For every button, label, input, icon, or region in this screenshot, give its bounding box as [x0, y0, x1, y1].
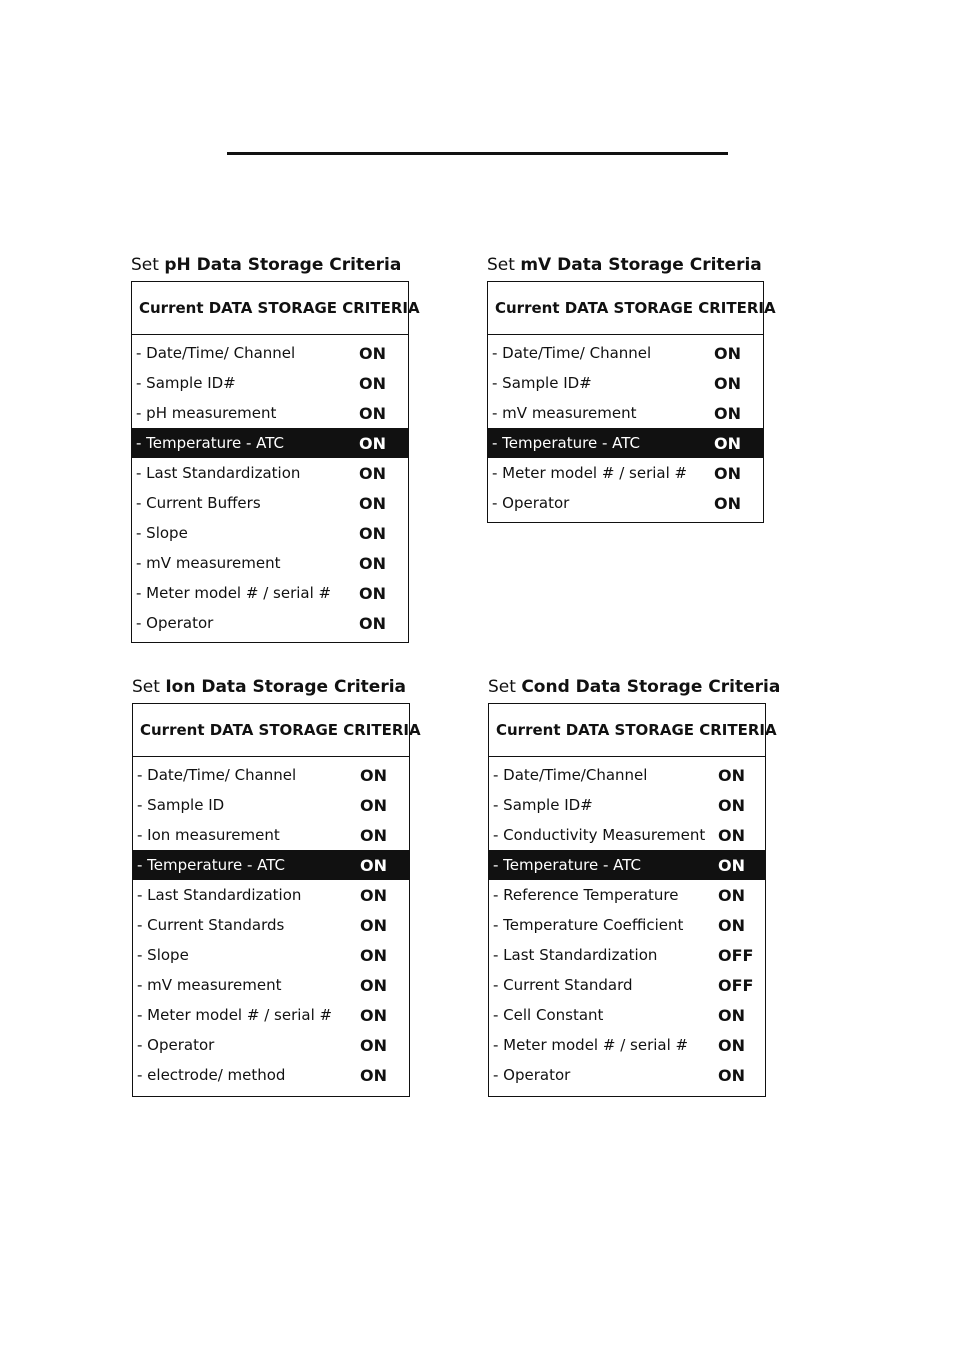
criteria-status: ON [360, 1065, 387, 1085]
criteria-label: - Slope [136, 524, 188, 542]
screen-header: Current DATA STORAGE CRITERIA [488, 282, 763, 335]
criteria-label: - Sample ID# [493, 796, 593, 814]
criteria-row[interactable] [133, 1030, 409, 1060]
criteria-label: - Meter model # / serial # [137, 1006, 333, 1024]
criteria-row[interactable] [133, 1060, 409, 1090]
criteria-status: ON [359, 493, 386, 513]
criteria-label: - Current Standard [493, 976, 633, 994]
criteria-status: ON [359, 373, 386, 393]
criteria-status: ON [360, 885, 387, 905]
criteria-row[interactable] [489, 790, 765, 820]
criteria-status: ON [360, 1005, 387, 1025]
criteria-row[interactable] [133, 970, 409, 1000]
criteria-status: ON [714, 403, 741, 423]
criteria-label: - Sample ID# [492, 374, 592, 392]
criteria-label: - Slope [137, 946, 189, 964]
criteria-row[interactable] [132, 518, 408, 548]
criteria-label: - mV measurement [137, 976, 282, 994]
criteria-row[interactable] [489, 1060, 765, 1090]
criteria-status: ON [714, 493, 741, 513]
criteria-status: OFF [718, 945, 754, 965]
criteria-row[interactable] [132, 368, 408, 398]
criteria-status: ON [714, 463, 741, 483]
criteria-label: - Current Standards [137, 916, 285, 934]
criteria-status: ON [359, 343, 386, 363]
criteria-row[interactable] [489, 760, 765, 790]
caption-title: mV Data Storage Criteria [520, 255, 762, 275]
criteria-status: ON [718, 795, 745, 815]
criteria-status: ON [360, 795, 387, 815]
criteria-label: - Date/Time/ Channel [492, 344, 652, 362]
criteria-status: ON [718, 915, 745, 935]
criteria-row[interactable] [489, 850, 765, 880]
criteria-screen [132, 703, 421, 1097]
criteria-row[interactable] [488, 458, 763, 488]
criteria-row[interactable] [489, 820, 765, 850]
criteria-label: - Temperature - ATC [136, 434, 285, 452]
criteria-status: ON [714, 433, 741, 453]
criteria-status: ON [360, 945, 387, 965]
criteria-label: - Temperature - ATC [493, 856, 642, 874]
criteria-label: - pH measurement [136, 404, 277, 422]
criteria-status: ON [359, 613, 386, 633]
criteria-status: ON [360, 825, 387, 845]
criteria-label: - Date/Time/ Channel [136, 344, 296, 362]
criteria-label: - Last Standardization [137, 886, 302, 904]
criteria-label: - Temperature Coefficient [493, 916, 684, 934]
criteria-status: ON [360, 765, 387, 785]
criteria-row[interactable] [489, 1000, 765, 1030]
criteria-label: - Current Buffers [136, 494, 261, 512]
criteria-row[interactable] [132, 548, 408, 578]
criteria-row[interactable] [132, 338, 408, 368]
caption-title: Cond Data Storage Criteria [521, 677, 781, 697]
criteria-label: - Date/Time/Channel [493, 766, 648, 784]
caption-prefix: Set [488, 677, 516, 697]
criteria-status: ON [714, 373, 741, 393]
criteria-row[interactable] [133, 940, 409, 970]
caption-prefix: Set [487, 255, 515, 275]
criteria-label: - Meter model # / serial # [136, 584, 332, 602]
criteria-screen [487, 281, 776, 523]
criteria-label: - Operator [136, 614, 214, 632]
screen-header: Current DATA STORAGE CRITERIA [489, 704, 765, 757]
panel-caption [132, 677, 406, 697]
criteria-status: ON [360, 855, 387, 875]
criteria-label: - Last Standardization [493, 946, 658, 964]
criteria-list [132, 335, 408, 638]
criteria-label: - Operator [137, 1036, 215, 1054]
caption-prefix: Set [131, 255, 159, 275]
criteria-status: ON [718, 855, 745, 875]
criteria-label: - Operator [493, 1066, 571, 1084]
criteria-row[interactable] [488, 398, 763, 428]
criteria-label: - Operator [492, 494, 570, 512]
criteria-list [488, 335, 763, 518]
screen-header: Current DATA STORAGE CRITERIA [133, 704, 409, 757]
criteria-status: ON [718, 1005, 745, 1025]
criteria-list [133, 757, 409, 1090]
criteria-status: ON [718, 825, 745, 845]
criteria-status: ON [359, 523, 386, 543]
criteria-status: ON [360, 975, 387, 995]
criteria-label: - Cell Constant [493, 1006, 604, 1024]
criteria-label: - Ion measurement [137, 826, 280, 844]
criteria-row[interactable] [132, 488, 408, 518]
criteria-status: ON [718, 765, 745, 785]
screen-header: Current DATA STORAGE CRITERIA [132, 282, 408, 335]
criteria-status: ON [359, 583, 386, 603]
criteria-label: - Sample ID# [136, 374, 236, 392]
criteria-status: ON [360, 915, 387, 935]
criteria-label: - Meter model # / serial # [492, 464, 688, 482]
criteria-status: ON [359, 433, 386, 453]
criteria-screen [488, 703, 777, 1097]
criteria-status: ON [359, 463, 386, 483]
caption-prefix: Set [132, 677, 160, 697]
criteria-status: ON [359, 553, 386, 573]
criteria-row[interactable] [489, 880, 765, 910]
criteria-row[interactable] [489, 940, 765, 970]
criteria-label: - mV measurement [136, 554, 281, 572]
criteria-row[interactable] [488, 488, 763, 518]
criteria-row[interactable] [132, 578, 408, 608]
panel-caption [487, 255, 762, 275]
criteria-row[interactable] [132, 458, 408, 488]
criteria-label: - Reference Temperature [493, 886, 679, 904]
criteria-row[interactable] [488, 368, 763, 398]
panel-caption [131, 255, 401, 275]
criteria-row[interactable] [133, 910, 409, 940]
criteria-row[interactable] [132, 608, 408, 638]
title-rule [227, 152, 728, 155]
criteria-status: ON [718, 1035, 745, 1055]
criteria-label: - Date/Time/ Channel [137, 766, 297, 784]
criteria-row[interactable] [133, 820, 409, 850]
criteria-label: - Last Standardization [136, 464, 301, 482]
criteria-label: - Meter model # / serial # [493, 1036, 689, 1054]
criteria-row[interactable] [133, 850, 409, 880]
criteria-status: ON [359, 403, 386, 423]
criteria-label: - electrode/ method [137, 1066, 286, 1084]
criteria-row[interactable] [489, 1030, 765, 1060]
criteria-row[interactable] [133, 790, 409, 820]
criteria-status: ON [360, 1035, 387, 1055]
caption-title: pH Data Storage Criteria [164, 255, 402, 275]
criteria-row[interactable] [132, 428, 408, 458]
criteria-screen [131, 281, 420, 643]
panel-caption [488, 677, 780, 697]
criteria-row[interactable] [489, 910, 765, 940]
criteria-status: ON [718, 885, 745, 905]
criteria-row[interactable] [132, 398, 408, 428]
criteria-label: - Temperature - ATC [137, 856, 286, 874]
criteria-row[interactable] [488, 338, 763, 368]
criteria-row[interactable] [133, 880, 409, 910]
criteria-row[interactable] [133, 1000, 409, 1030]
caption-title: Ion Data Storage Criteria [165, 677, 407, 697]
criteria-label: - Conductivity Measurement [493, 826, 706, 844]
criteria-list [489, 757, 765, 1090]
criteria-label: - mV measurement [492, 404, 637, 422]
criteria-row[interactable] [489, 970, 765, 1000]
criteria-status: ON [714, 343, 741, 363]
criteria-status: ON [718, 1065, 745, 1085]
criteria-status: OFF [718, 975, 754, 995]
criteria-label: - Sample ID [137, 796, 225, 814]
criteria-row[interactable] [133, 760, 409, 790]
criteria-label: - Temperature - ATC [492, 434, 641, 452]
criteria-row[interactable] [488, 428, 763, 458]
